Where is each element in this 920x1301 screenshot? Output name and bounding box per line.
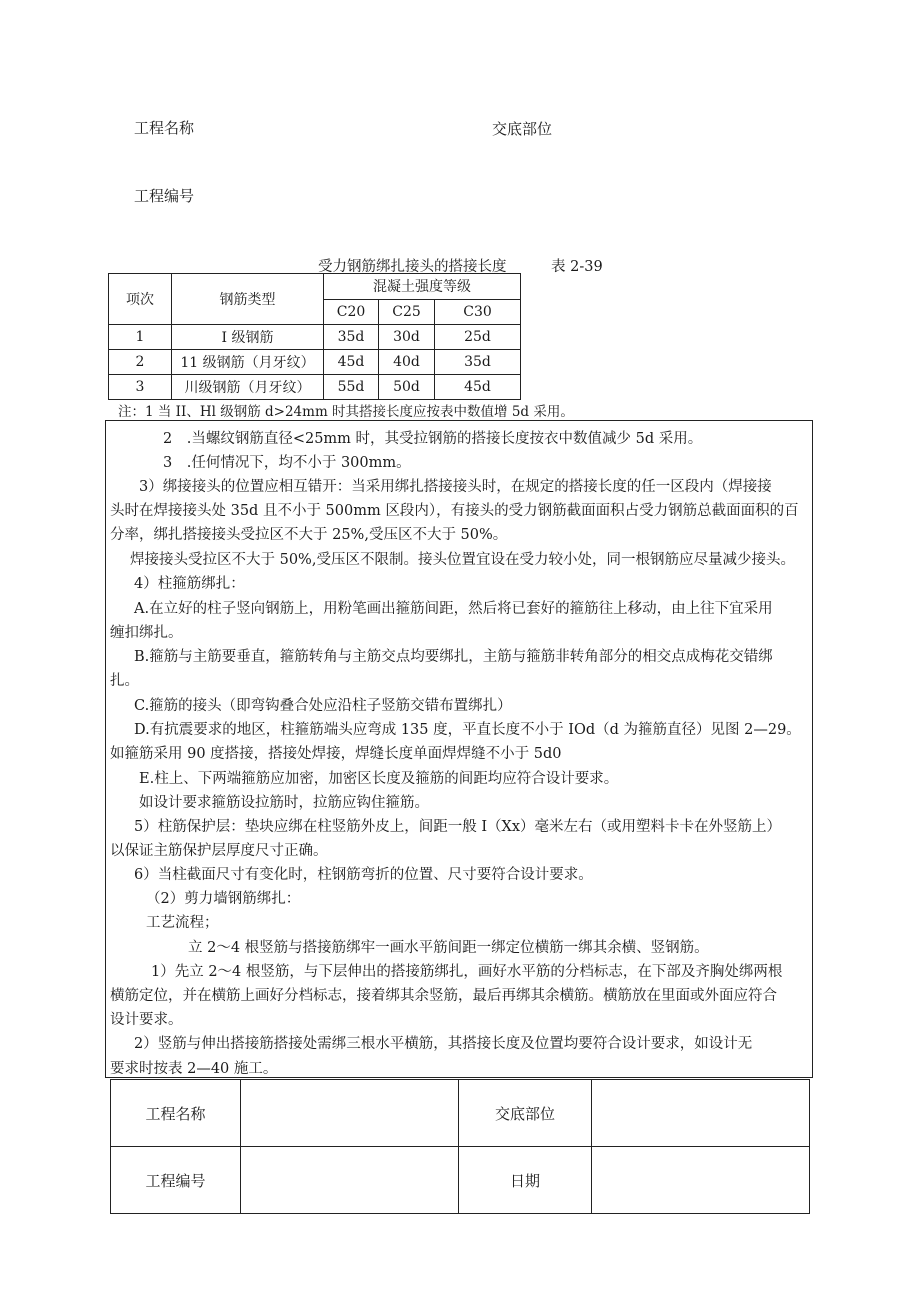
text-line: 横筋定位，并在横筋上画好分档标志，接着绑其余竖筋，最后再绑其余横筋。横筋放在里面或外面应符合 (110, 988, 777, 1004)
text-line: 2）竖筋与伸出搭接筋搭接处需绑三根水平横筋，其搭接长度及位置均要符合设计要求，如设计无 (134, 1036, 753, 1052)
row-c25: 30d (379, 325, 435, 350)
row-c30: 35d (435, 350, 521, 375)
text-line: 3）绑接接头的位置应相互错开：当采用绑扎搭接接头时，在规定的搭接长度的任一区段内（焊接接 (139, 479, 772, 495)
text-line: 焊接接头受拉区不大于 50%,受压区不限制。接头位置宜设在受力较小处，同一根钢筋应尽量减少接头。 (130, 552, 795, 568)
footer-handover-part-label: 交底部位 (459, 1080, 592, 1147)
col-strength-header: 混凝土强度等级 (324, 274, 521, 300)
text-line: E.柱上、下两端箍筋应加密，加密区长度及箍筋的间距均应符合设计要求。 (139, 771, 619, 787)
row-no: 1 (109, 325, 172, 350)
text-line: 设计要求。 (110, 1012, 183, 1028)
footer-date-value[interactable] (592, 1147, 810, 1214)
text-line: 头时在焊接接头处 35d 且不小于 500mm 区段内），有接头的受力钢筋截面面积占受力钢筋总截面面积的百 (110, 503, 799, 519)
info-row (111, 1147, 810, 1214)
row-c30: 45d (435, 375, 521, 400)
project-name-label: 工程名称 (134, 119, 195, 137)
text-line: 扎。 (110, 673, 139, 689)
text-line: C.箍筋的接头（即弯钩叠合处应沿柱子竖筋交错布置绑扎） (134, 698, 512, 714)
col-item-header: 项次 (109, 274, 172, 325)
info-row (111, 1080, 810, 1147)
handover-part-label: 交底部位 (492, 120, 553, 138)
text-line: 缠扣绑扎。 (110, 625, 183, 641)
text-line: （2）剪力墙钢筋绑扎： (146, 891, 301, 907)
row-c30: 25d (435, 325, 521, 350)
row-c20: 55d (324, 375, 379, 400)
text-line: 如设计要求箍筋设拉筋时，拉筋应钩住箍筋。 (139, 795, 429, 811)
text-line: 3 .任何情况下，均不小于 300mm。 (163, 455, 411, 471)
row-c25: 50d (379, 375, 435, 400)
text-line: 1）先立 2～4 根竖筋，与下层伸出的搭接筋绑扎，画好水平筋的分档标志，在下部及齐胸处绑两根 (151, 964, 783, 980)
row-no: 2 (109, 350, 172, 375)
text-line: B.箍筋与主筋要垂直，箍筋转角与主筋交点均要绑扎，主筋与箍筋非转角部分的相交点成梅花交错绑 (134, 649, 773, 665)
row-type: 11 级钢筋（月牙纹） (172, 350, 324, 375)
text-line: A.在立好的柱子竖向钢筋上，用粉笔画出箍筋间距，然后将已套好的箍筋往上移动，由上往下宜采用 (134, 601, 773, 617)
table-header-row (109, 274, 521, 300)
footer-project-no-label: 工程编号 (111, 1147, 241, 1214)
footer-project-name-value[interactable] (241, 1080, 459, 1147)
grade-c20: C20 (324, 299, 379, 325)
lap-table-number: 表 2-39 (551, 259, 603, 275)
text-line: 4）柱箍筋绑扎： (134, 576, 245, 592)
row-c25: 40d (379, 350, 435, 375)
content-box (105, 420, 813, 1078)
footer-project-name-label: 工程名称 (111, 1080, 241, 1147)
grade-c25: C25 (379, 299, 435, 325)
row-type: I 级钢筋 (172, 325, 324, 350)
row-c20: 35d (324, 325, 379, 350)
project-no-label: 工程编号 (134, 187, 195, 205)
table-row (109, 350, 521, 375)
table-row (109, 325, 521, 350)
text-line: D.有抗震要求的地区，柱箍筋端头应弯成 135 度，平直长度不小于 IOd（d 为箍筋直径）见图 2—29。 (134, 722, 801, 738)
text-line: 立 2～4 根竖筋与搭接筋绑牢一画水平筋间距一绑定位横筋一绑其余横、竖钢筋。 (188, 940, 709, 956)
col-type-header: 钢筋类型 (172, 274, 324, 325)
footer-date-label: 日期 (459, 1147, 592, 1214)
text-line: 以保证主筋保护层厚度尺寸正确。 (110, 843, 328, 859)
footer-handover-part-value[interactable] (592, 1080, 810, 1147)
lap-table-title: 受力钢筋绑扎接头的搭接长度 (318, 259, 507, 275)
row-c20: 45d (324, 350, 379, 375)
lap-table-note: 注：1 当 II、Hl 级钢筋 d>24mm 时其搭接长度应按表中数值增 5d 采用。 (118, 404, 574, 420)
text-line: 分率，绑扎搭接接头受拉区不大于 25%,受压区不大于 50%。 (110, 527, 508, 543)
footer-project-no-value[interactable] (241, 1147, 459, 1214)
row-type: 川级钢筋（月牙纹） (172, 375, 324, 400)
row-no: 3 (109, 375, 172, 400)
text-line: 5）柱筋保护层：垫块应绑在柱竖筋外皮上，间距一般 I（Xx）毫米左右（或用塑料卡卡在外竖筋上） (134, 819, 782, 835)
text-line: 如箍筋采用 90 度搭接，搭接处焊接，焊缝长度单面焊焊缝不小于 5d0 (110, 746, 562, 762)
text-line: 要求时按表 2—40 施工。 (110, 1061, 278, 1077)
grade-c30: C30 (435, 299, 521, 325)
text-line: 工艺流程； (146, 915, 219, 931)
lap-length-table (108, 273, 521, 400)
text-line: 2 .当螺纹钢筋直径<25mm 时，其受拉钢筋的搭接长度按衣中数值减少 5d 采用。 (163, 431, 703, 447)
info-table (110, 1079, 810, 1214)
table-row (109, 375, 521, 400)
text-line: 6）当柱截面尺寸有变化时，柱钢筋弯折的位置、尺寸要符合设计要求。 (134, 867, 593, 883)
